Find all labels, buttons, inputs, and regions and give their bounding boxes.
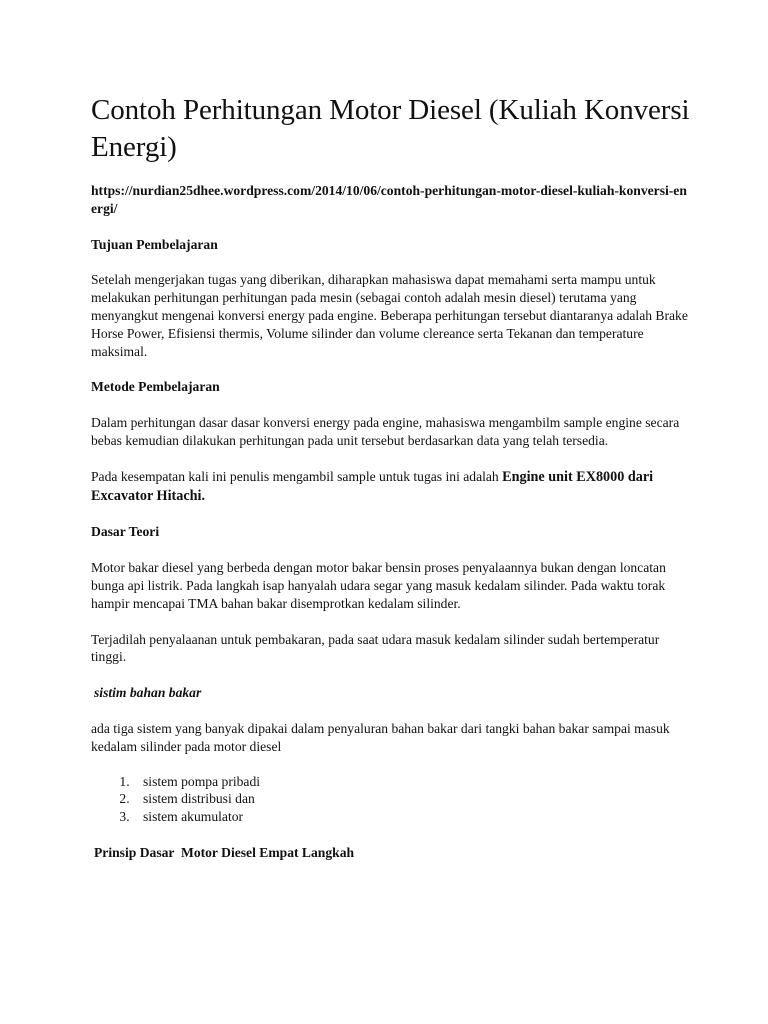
paragraph-metode-2-text: Pada kesempatan kali ini penulis mengambil sample untuk tugas ini adalah xyxy=(91,468,503,484)
paragraph-metode-2 xyxy=(91,468,691,506)
source-url: https://nurdian25dhee.wordpress.com/2014/10/06/contoh-perhitungan-motor-diesel-kuliah-konversi-energi/ xyxy=(91,183,687,216)
document-body xyxy=(91,92,691,880)
paragraph-dasar-teori-2: Terjadilah penyalaanan untuk pembakaran, pada saat udara masuk kedalam silinder sudah bertemperatur tinggi. xyxy=(91,631,660,665)
paragraph-sistim: ada tiga sistem yang banyak dipakai dalam penyaluran bahan bakar dari tangki bahan bakar sampai masuk kedalam silinder pada motor diesel xyxy=(91,720,670,754)
section-heading-tujuan: Tujuan Pembelajaran xyxy=(91,236,218,252)
list-item: 2. sistem distribusi dan xyxy=(133,790,691,808)
paragraph-dasar-teori-1: Motor bakar diesel yang berbeda dengan motor bakar bensin proses penyalaannya bukan dengan loncatan bunga api listrik. Pada langkah isap hanyalah udara segar yang masuk kedalam silinder. Pada waktu torak hampir mencapai TMA bahan bakar disemprotkan kedalam silinder. xyxy=(91,560,666,611)
document-title: Contoh Perhitungan Motor Diesel (Kuliah Konversi Energi) xyxy=(91,94,690,163)
engine-unit-highlight: Engine unit EX8000 dari Excavator Hitachi. xyxy=(91,468,654,504)
section-heading-dasar-teori: Dasar Teori xyxy=(91,524,160,540)
fuel-system-list xyxy=(91,773,691,826)
section-heading-sistim: sistim bahan bakar xyxy=(94,685,202,701)
list-item: 1. sistem pompa pribadi xyxy=(133,773,691,791)
section-heading-prinsip: Prinsip Dasar Motor Diesel Empat Langkah xyxy=(94,844,355,860)
paragraph-tujuan: Setelah mengerjakan tugas yang diberikan, diharapkan mahasiswa dapat memahami serta mampu untuk melakukan perhitungan perhitungan pada mesin (sebagai contoh adalah mesin diesel) terutama yang menyangkut mengenai konversi energy pada engine. Beberapa perhitungan tersebut diantaranya adalah Brake Horse Power, Efisiensi thermis, Volume silinder dan volume clereance serta Tekanan dan temperature maksimal. xyxy=(91,272,688,359)
section-heading-metode: Metode Pembelajaran xyxy=(91,379,220,395)
list-item: 3. sistem akumulator xyxy=(133,808,691,826)
paragraph-metode-1: Dalam perhitungan dasar dasar konversi energy pada engine, mahasiswa mengambilm sample engine secara bebas kemudian dilakukan perhitungan pada unit tersebut berdasarkan data yang telah tersedia. xyxy=(91,415,680,448)
